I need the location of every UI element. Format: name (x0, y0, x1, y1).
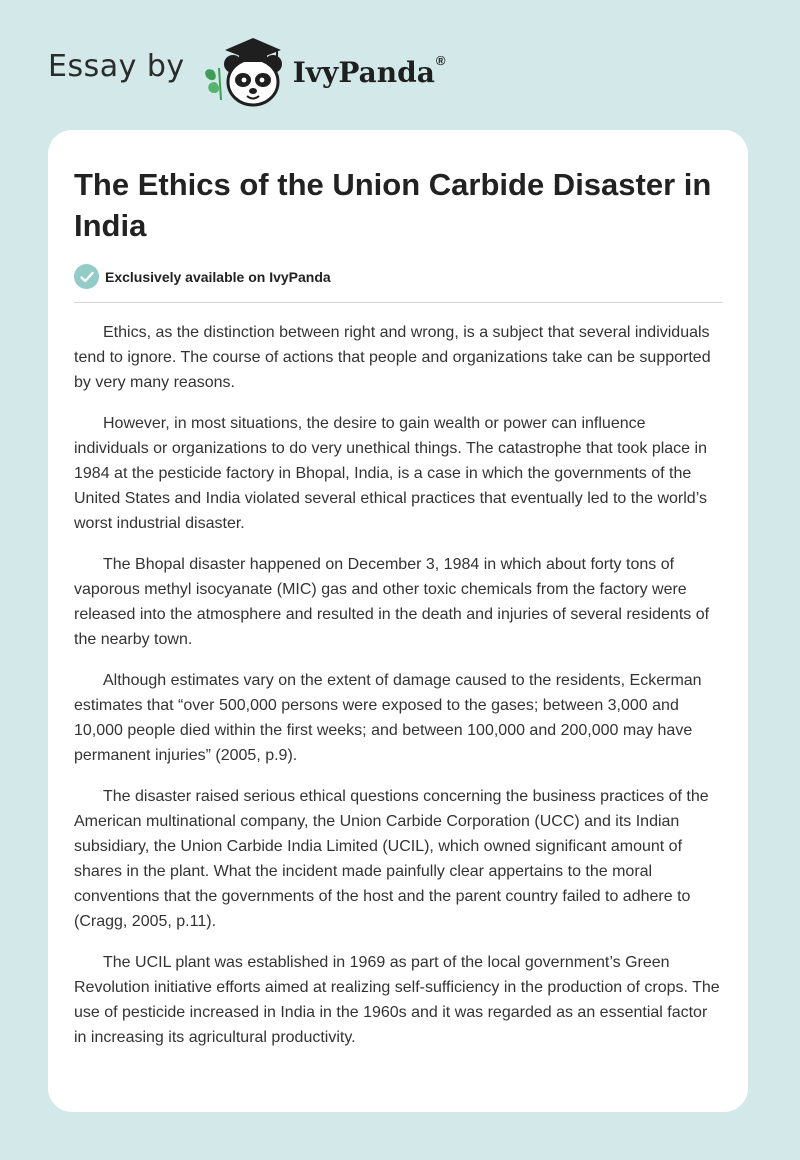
essay-paragraph: The Bhopal disaster happened on December 3, 1984 in which about forty tons of vaporous methyl isocyanate (MIC) gas and other toxic chemicals from the factory were released into the atmosphere and resulted in the death and injuries of several residents of the nearby town. (74, 556, 710, 648)
panda-logo-graphic (199, 30, 295, 110)
essay-paragraph: However, in most situations, the desire to gain wealth or power can influence individuals or organizations to do very unethical things. The catastrophe that took place in 1984 at the pesticide factory in Bhopal, India, is a case in which the governments of the United States and India violated several ethical practices that eventually led to the world’s worst industrial disaster. (74, 415, 707, 532)
title-divider (74, 302, 723, 303)
essay-by-label: Essay by (48, 48, 185, 84)
essay-paragraph: Ethics, as the distinction between right and wrong, is a subject that several individuals tend to ignore. The course of actions that people and organizations take can be supported by very many reasons. (74, 324, 711, 391)
essay-body (74, 320, 724, 1066)
exclusive-badge (74, 264, 331, 289)
registered-mark: ® (435, 53, 446, 69)
checkmark-icon (80, 271, 94, 283)
essay-paragraph: The disaster raised serious ethical questions concerning the business practices of the American multinational company, the Union Carbide Corporation (UCC) and its Indian subsidiary, the Union Carbide India Limited (UCIL), which owned significant amount of shares in the plant. What the incident made painfully clear appertains to the moral conventions that the governments of the host and the parent country failed to adhere to (Cragg, 2005, p.11). (74, 788, 709, 930)
brand-name[interactable] (292, 53, 446, 89)
site-header (48, 30, 445, 110)
check-circle-icon (74, 264, 99, 289)
brand-name-text: IvyPanda (292, 55, 435, 89)
exclusive-badge-text: Exclusively available on IvyPanda (105, 268, 331, 285)
essay-paragraph: The UCIL plant was established in 1969 as part of the local government’s Green Revolution initiative efforts aimed at realizing self-sufficiency in the production of crops. The use of pesticide increased in India in the 1960s and it was regarded as an essential factor in increasing its agricultural productivity. (74, 954, 720, 1046)
essay-paragraph: Although estimates vary on the extent of damage caused to the residents, Eckerman estimates that “over 500,000 persons were exposed to the gases; between 3,000 and 10,000 people died within the first weeks; and between 100,000 and 200,000 may have permanent injuries” (2005, p.9). (74, 672, 702, 764)
essay-title: The Ethics of the Union Carbide Disaster in India (74, 167, 712, 243)
essay-card (48, 130, 748, 1112)
panda-logo-icon[interactable] (199, 30, 295, 110)
